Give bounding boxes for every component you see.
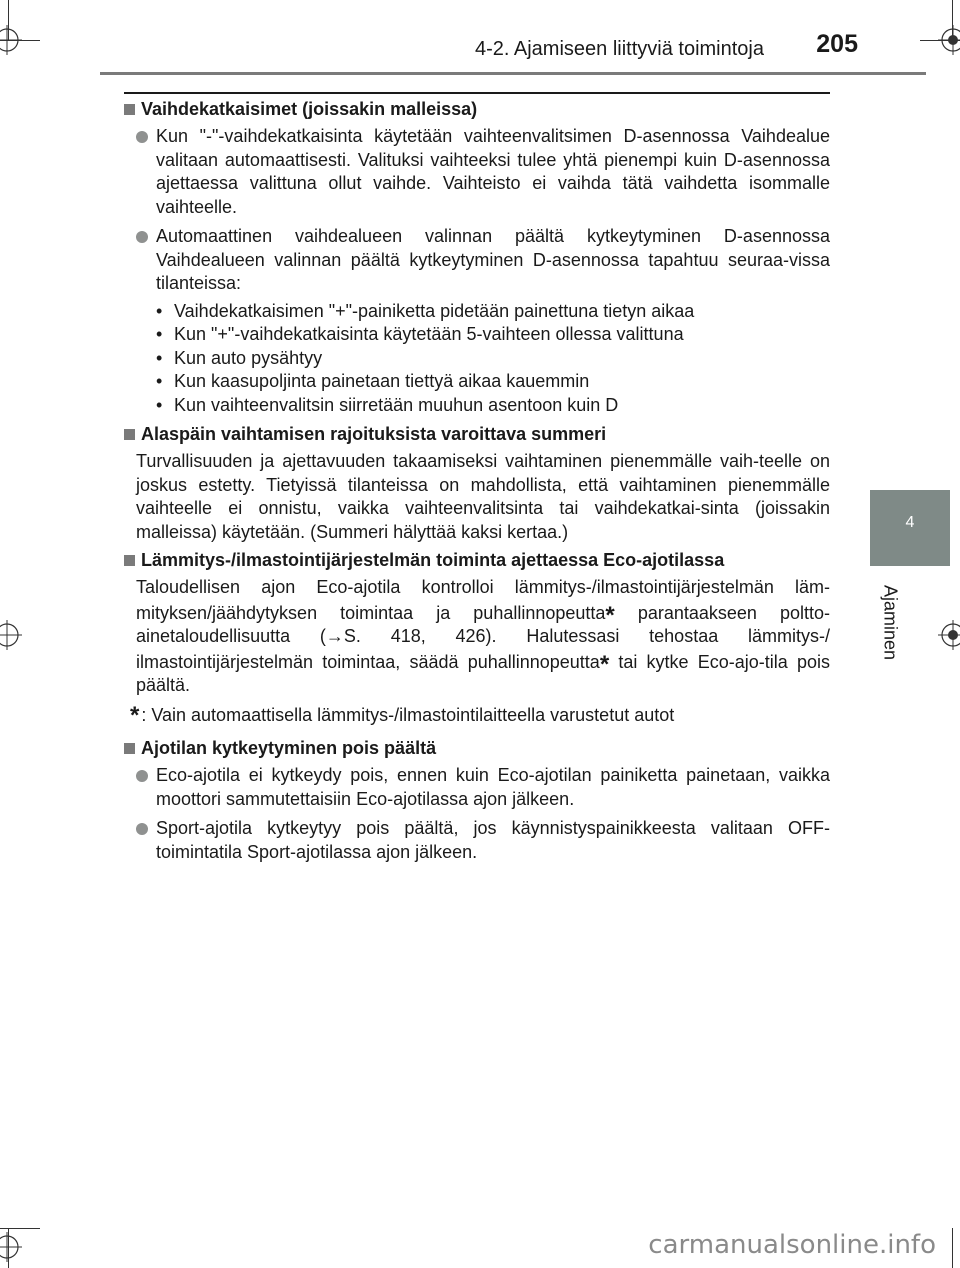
section-heading — [122, 98, 830, 121]
section-paragraph: Taloudellisen ajon Eco-ajotila kontrolloi lämmitys-/ilmastointijärjestelmän läm-mityksen/jäähdytyksen toimintaa ja puhallinnopeutta* parantaakseen poltto-ainetaloudellisuutta (→S. 418, 426). Halutessasi tehostaa lämmitys-/ ilmastointijärjestelmän toimintaa, säädä puhallinnopeutta* tai kytke Eco-ajo-tila pois päältä. — [136, 577, 830, 695]
section — [122, 737, 830, 864]
header-rule — [100, 72, 926, 75]
chapter-tab — [870, 490, 950, 566]
section — [122, 98, 830, 417]
chapter-label-text: Ajaminen — [880, 584, 901, 661]
square-bullet-icon — [124, 429, 135, 440]
registration-mark-icon — [0, 1232, 22, 1262]
footnote-text: : Vain automaattisella lämmitys-/ilmastointilaitteella varustetut autot — [141, 704, 675, 725]
square-bullet-icon — [124, 555, 135, 566]
watermark: carmanualsonline.info — [648, 1230, 936, 1260]
sub-list-item: • Vaihdekatkaisimen "+"-painiketta pidetään painettuna tietyn aikaa — [156, 300, 695, 321]
bullet-text: Sport-ajotila kytkeytyy pois päältä, jos käynnistyspainikkeesta valitaan OFF-toimintatila Sport-ajotilassa ajon jälkeen. — [156, 818, 830, 862]
registration-mark-icon — [938, 620, 960, 650]
page-number: 205 — [816, 30, 858, 58]
sub-list — [156, 300, 830, 418]
bullet-item — [122, 817, 830, 864]
chapter-number: 4 — [905, 514, 915, 531]
section-paragraph: Turvallisuuden ja ajettavuuden takaamiseksi vaihtaminen pienemmälle vaih-teelle on joskus estetty. Tietyissä tilanteissa on mahdollista, että vaihtaminen pienemmälle vaihteelle ei onnistu, vaikka vaihteenvalitsinta tai vaihdekatkai-sinta (joissakin malleissa) käytetään. (Summeri hälyttää kaksi kertaa.) — [136, 451, 830, 542]
registration-mark-icon — [0, 25, 22, 55]
sub-list-item: • Kun vaihteenvalitsin siirretään muuhun asentoon kuin D — [156, 394, 619, 415]
sub-list-item: • Kun auto pysähtyy — [156, 347, 323, 368]
bullet-body — [156, 225, 830, 417]
bullet-item — [122, 764, 830, 811]
bullet-text: Eco-ajotila ei kytkeydy pois, ennen kuin Eco-ajotilan painiketta painetaan, vaikka moottori sammutettaisiin Eco-ajotilassa ajon jälkeen. — [156, 765, 830, 809]
round-bullet-icon — [136, 231, 148, 243]
content-top-rule — [124, 92, 830, 94]
registration-mark-icon — [938, 25, 960, 55]
section-heading — [122, 423, 830, 446]
sub-list-item: • Kun "+"-vaihdekatkaisinta käytetään 5-vaihteen ollessa valittuna — [156, 324, 684, 344]
bullet-text: Kun "-"-vaihdekatkaisinta käytetään vaihteenvalitsimen D-asennossa Vaihdealue valitaan automaattisesti. Valituksi vaihteeksi tulee yhtä pienempi kuin D-asennossa ajettaessa valittuna ollut vaihde. Vaihteisto ei vaihda tätä vaihdetta isommalle vaihteelle. — [156, 126, 830, 217]
section-title: Vaihdekatkaisimet (joissakin malleissa) — [141, 99, 478, 119]
section-title: Alaspäin vaihtamisen rajoituksista varoittava summeri — [141, 424, 607, 444]
bullet-item — [122, 125, 830, 219]
section-title: Ajotilan kytkeytyminen pois päältä — [141, 738, 437, 758]
sub-list-item: • Kun kaasupoljinta painetaan tiettyä aikaa kauemmin — [156, 371, 590, 391]
header-title: 4-2. Ajamiseen liittyviä toimintoja — [474, 38, 764, 60]
section — [122, 423, 830, 544]
bullet-item — [122, 225, 830, 417]
round-bullet-icon — [136, 823, 148, 835]
round-bullet-icon — [136, 770, 148, 782]
section-heading — [122, 549, 830, 572]
registration-mark-icon — [0, 620, 22, 650]
square-bullet-icon — [124, 104, 135, 115]
page-content — [122, 98, 830, 870]
asterisk-mark: * — [605, 601, 615, 629]
chapter-label — [880, 578, 900, 668]
page-header — [96, 28, 860, 68]
section-heading — [122, 737, 830, 760]
asterisk-mark: * — [599, 650, 610, 678]
section-title: Lämmitys-/ilmastointijärjestelmän toiminta ajettaessa Eco-ajotilassa — [141, 550, 725, 570]
bullet-text: Automaattinen vaihdealueen valinnan päältä kytkeytyminen D-asennossa Vaihdealueen valinnan päältä kytkeytyminen D-asennossa tapahtuu seuraa-vissa tilanteissa: — [156, 226, 830, 293]
round-bullet-icon — [136, 131, 148, 143]
square-bullet-icon — [124, 743, 135, 754]
section — [122, 549, 830, 727]
footnote-marker: * — [130, 701, 140, 729]
footnote — [130, 701, 830, 729]
